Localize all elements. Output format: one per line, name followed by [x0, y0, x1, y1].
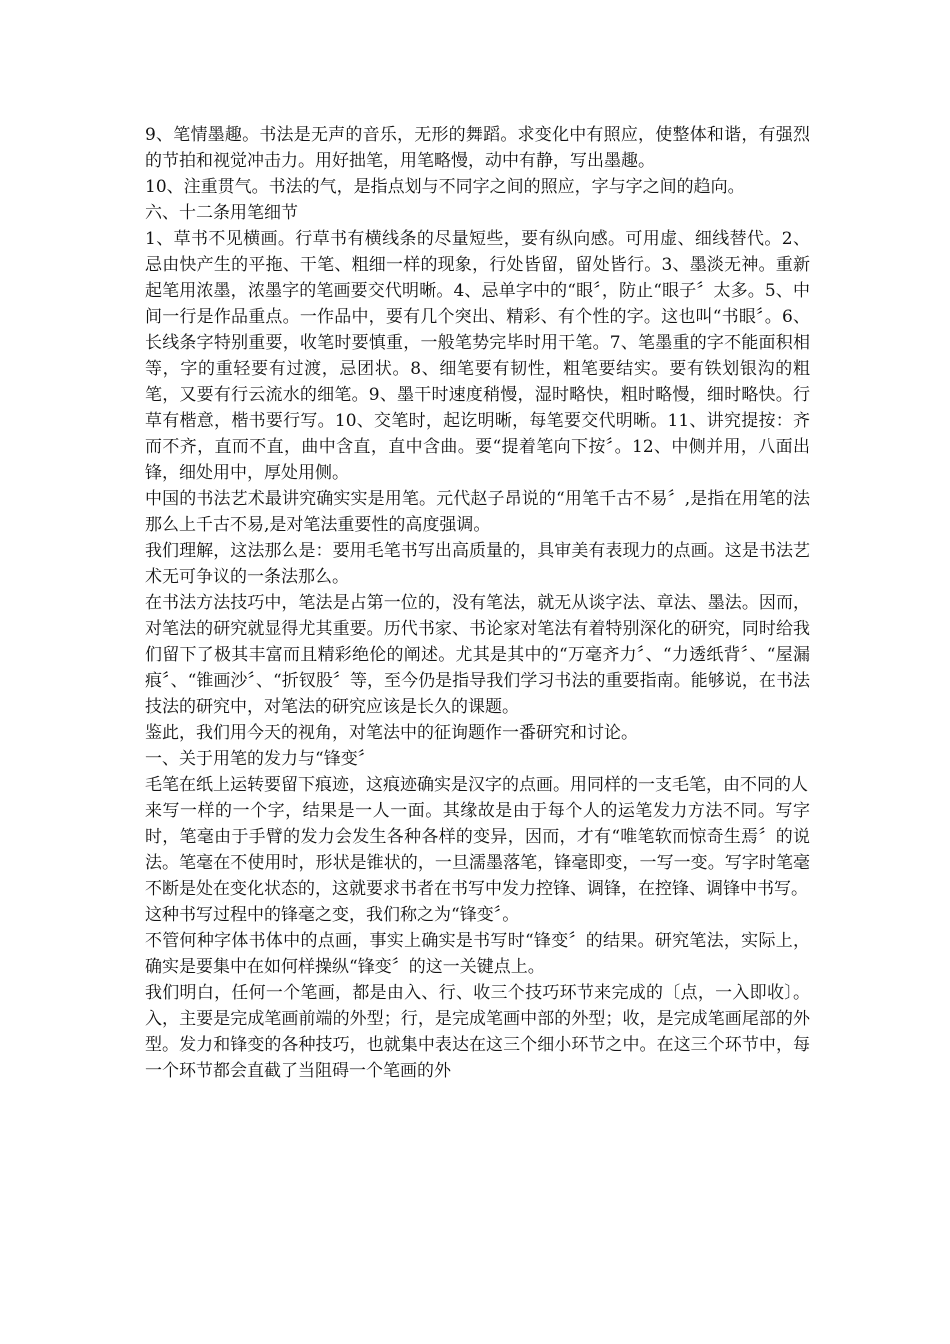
paragraph-guanqi: 10、注重贯气。书法的气，是指点划与不同字之间的照应，字与字之间的趋向。 — [145, 177, 745, 197]
paragraph-zhao-ziang-quote: 中国的书法艺术最讲究确实实是用笔。元代赵子昂说的“用笔千古不易〞,是指在用笔的法那么上千古不易,是对笔法重要性的高度强调。 — [145, 489, 810, 535]
document-body — [145, 122, 810, 1084]
section-heading-fengbian: 一、关于用笔的发力与“锋变〞 — [145, 749, 375, 769]
paragraph-research-intro: 鉴此，我们用今天的视角，对笔法中的征询题作一番研究和讨论。 — [145, 723, 638, 743]
paragraph-different-force: 来写一样的一个字，结果是一人一面。其缘故是由于每个人的运笔发力方法不同。写字时，笔毫由于手臂的发力会发生各种各样的变异，因而，才有“唯笔软而惊奇生焉〞的说法。笔毫在不使用时，形状是锥状的，一旦濡墨落笔，锋毫即变，一写一变。写字时笔毫不断是处在变化状态的，这就要求书者在书写中发力控锋、调锋，在控锋、调锋中书写。 — [145, 801, 810, 899]
paragraph-understanding-rule: 我们理解，这法那么是：要用毛笔书写出高质量的，具审美有表现力的点画。这是书法艺术无可争议的一条法那么。 — [145, 541, 810, 587]
section-heading-twelve-details: 六、十二条用笔细节 — [145, 203, 298, 223]
paragraph-twelve-details-list: 1、草书不见横画。行草书有横线条的尽量短些，要有纵向感。可用虚、细线替代。2、忌由快产生的平拖、干笔、粗细一样的现象，行处皆留，留处皆行。3、墨淡无神。重新起笔用浓墨，浓墨字的笔画要交代明晰。4、忌单字中的“眼〞，防止“眼子〞太多。5、中间一行是作品重点。一作品中，要有几个突出、精彩、有个性的字。这也叫“书眼〞。6、长线条字特别重要，收笔时要慎重，一般笔势完毕时用干笔。7、笔墨重的字不能面积相等，字的重轻要有过渡，忌团状。8、细笔要有韧性，粗笔要结实。要有铁划银沟的粗笔，又要有行云流水的细笔。9、墨干时速度稍慢，湿时略快，粗时略慢，细时略快。行草有楷意，楷书要行写。10、交笔时，起讫明晰，每笔要交代明晰。11、讲究提按：齐而不齐，直而不直，曲中含直，直中含曲。要“提着笔向下按〞。12、中侧并用，八面出锋，细处用中，厚处用侧。 — [145, 229, 810, 483]
paragraph-fengbian-key-point: 不管何种字体书体中的点画，事实上确实是书写时“锋变〞的结果。研究笔法，实际上，确实是要集中在如何样操纵“锋变〞的这一关键点上。 — [145, 931, 810, 977]
paragraph-fengbian-definition: 这种书写过程中的锋毫之变，我们称之为“锋变〞。 — [145, 905, 520, 925]
paragraph-bimo-quwei: 9、笔情墨趣。书法是无声的音乐，无形的舞蹈。求变化中有照应，使整体和谐，有强烈的节拍和视觉冲击力。用好拙笔，用笔略慢，动中有静，写出墨趣。 — [145, 125, 810, 171]
paragraph-three-stages: 我们明白，任何一个笔画，都是由入、行、收三个技巧环节来完成的〔点，一入即收〕。入，主要是完成笔画前端的外型；行，是完成笔画中部的外型；收，是完成笔画尾部的外型。发力和锋变的各种技巧，也就集中表达在这三个细小环节之中。在这三个环节中，每一个环节都会直截了当阻碍一个笔画的外 — [145, 983, 810, 1081]
paragraph-brush-method-importance: 在书法方法技巧中，笔法是占第一位的，没有笔法，就无从谈字法、章法、墨法。因而，对笔法的研究就显得尤其重要。历代书家、书论家对笔法有着特别深化的研究，同时给我们留下了极其丰富而且精彩绝伦的阐述。尤其是其中的“万毫齐力〞、“力透纸背〞、“屋漏痕〞、“锥画沙〞、“折钗股〞等，至今仍是指导我们学习书法的重要指南。能够说，在书法技法的研究中，对笔法的研究应该是长久的课题。 — [145, 593, 810, 717]
paragraph-brush-traces: 毛笔在纸上运转要留下痕迹，这痕迹确实是汉字的点画。用同样的一支毛笔，由不同的人 — [145, 775, 808, 795]
